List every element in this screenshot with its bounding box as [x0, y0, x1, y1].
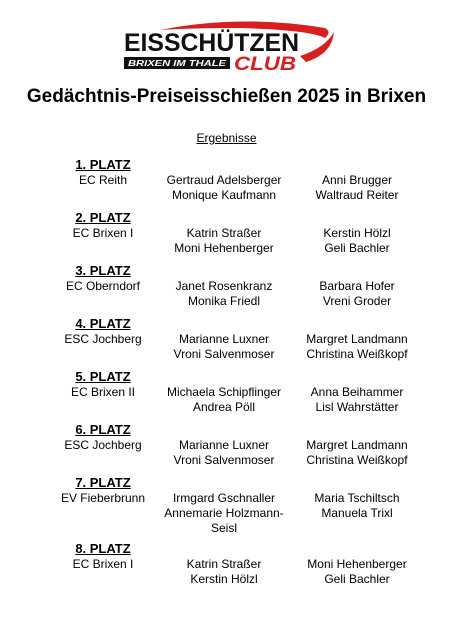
result-row: [0, 316, 453, 369]
player-name: Annemarie Holzmann-Seisl: [164, 506, 284, 535]
team-column: [292, 557, 422, 587]
club-name: ESC Jochberg: [64, 332, 142, 346]
place-label: 1. PLATZ: [75, 157, 131, 172]
player-name: Vreni Groder: [322, 294, 392, 308]
club-name: EC Brixen I: [72, 557, 134, 571]
player-name: Monique Kaufmann: [171, 188, 277, 202]
club-logo: [120, 20, 335, 76]
player-name: Vroni Salvenmoser: [173, 453, 275, 467]
club-name: EC Brixen I: [72, 226, 134, 240]
page-subtitle: Ergebnisse: [196, 131, 257, 145]
player-name: Kerstin Hölzl: [190, 572, 258, 586]
logo-text-location: BRIXEN IM THALE: [128, 58, 227, 68]
player-name: Geli Bachler: [324, 241, 390, 255]
place-label: 3. PLATZ: [75, 263, 131, 278]
logo-text-main: EISSCHÜTZEN: [124, 29, 301, 57]
page-title: Gedächtnis-Preiseisschießen 2025 in Brixen: [26, 86, 427, 107]
player-name: Irmgard Gschnaller: [172, 491, 276, 505]
player-name: Manuela Trixl: [321, 506, 393, 520]
team-column: [292, 332, 422, 362]
player-name: Michaela Schipflinger: [166, 385, 282, 399]
place-label: 8. PLATZ: [75, 541, 131, 556]
result-row: [0, 369, 453, 422]
result-row: [0, 475, 453, 541]
logo-text-club: CLUB: [234, 54, 297, 75]
place-label: 4. PLATZ: [75, 316, 131, 331]
club-name: EC Reith: [78, 173, 128, 187]
player-name: Monika Friedl: [187, 294, 261, 308]
player-name: Katrin Straßer: [186, 557, 262, 571]
logo-swoosh-right: [300, 32, 334, 62]
player-name: Anna Beihammer: [310, 385, 404, 399]
result-row: [0, 210, 453, 263]
player-name: Vroni Salvenmoser: [173, 347, 275, 361]
player-name: Kerstin Hölzl: [323, 226, 391, 240]
player-name: Marianne Luxner: [178, 332, 270, 346]
result-row: [0, 541, 453, 594]
club-name: EC Brixen II: [70, 385, 136, 399]
team-column: [158, 491, 290, 536]
player-name: Christina Weißkopf: [306, 347, 408, 361]
player-name: Geli Bachler: [324, 572, 390, 586]
team-column: [292, 438, 422, 468]
club-name: ESC Jochberg: [64, 438, 142, 452]
team-column: [158, 385, 290, 415]
place-label: 7. PLATZ: [75, 475, 131, 490]
player-name: Moni Hehenberger: [174, 241, 274, 255]
player-name: Margret Landmann: [306, 438, 408, 452]
player-name: Maria Tschiltsch: [314, 491, 400, 505]
player-name: Anni Brugger: [321, 173, 393, 187]
place-label: 2. PLATZ: [75, 210, 131, 225]
results-list: [0, 157, 453, 594]
team-column: [158, 332, 290, 362]
result-row: [0, 157, 453, 210]
player-name: Lisl Wahrstätter: [315, 400, 399, 414]
place-label: 5. PLATZ: [75, 369, 131, 384]
player-name: Margret Landmann: [306, 332, 408, 346]
team-column: [158, 173, 290, 203]
player-name: Andrea Pöll: [192, 400, 256, 414]
player-name: Janet Rosenkranz: [175, 279, 273, 293]
player-name: Moni Hehenberger: [307, 557, 407, 571]
team-column: [158, 557, 290, 587]
team-column: [158, 279, 290, 309]
player-name: Katrin Straßer: [186, 226, 262, 240]
club-logo-graphic: [120, 20, 335, 76]
team-column: [292, 385, 422, 415]
player-name: Waltraud Reiter: [315, 188, 399, 202]
club-name: EC Oberndorf: [65, 279, 141, 293]
player-name: Gertraud Adelsberger: [166, 173, 282, 187]
result-row: [0, 263, 453, 316]
club-name: EV Fieberbrunn: [60, 491, 146, 505]
team-column: [158, 438, 290, 468]
team-column: [292, 491, 422, 521]
place-label: 6. PLATZ: [75, 422, 131, 437]
team-column: [292, 279, 422, 309]
player-name: Marianne Luxner: [178, 438, 270, 452]
player-name: Christina Weißkopf: [306, 453, 408, 467]
result-row: [0, 422, 453, 475]
player-name: Barbara Hofer: [319, 279, 395, 293]
team-column: [292, 226, 422, 256]
team-column: [292, 173, 422, 203]
team-column: [158, 226, 290, 256]
